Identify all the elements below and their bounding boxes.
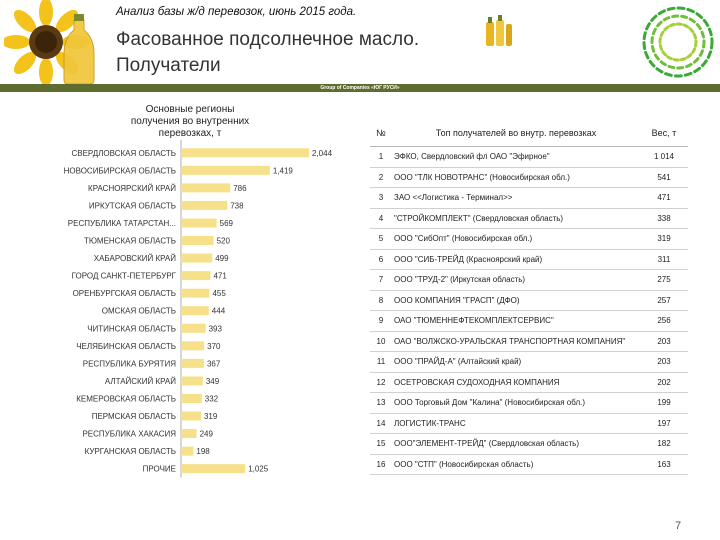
recipient-weight: 471 [640, 188, 688, 209]
category-label: ЧЕЛЯБИНСКАЯ ОБЛАСТЬ [76, 341, 176, 351]
recipient-name: ООО КОМПАНИЯ "ГРАСП" (ДФО) [392, 290, 640, 311]
category-label: ТЮМЕНСКАЯ ОБЛАСТЬ [83, 236, 176, 246]
recipient-weight: 182 [640, 434, 688, 455]
category-label: ПЕРМСКАЯ ОБЛАСТЬ [91, 412, 176, 422]
bar-value-label: 499 [215, 254, 229, 264]
recipient-name: ОАО "ВОЛЖСКО-УРАЛЬСКАЯ ТРАНСПОРТНАЯ КОМПАНИЯ" [392, 331, 640, 352]
table-row [370, 311, 688, 332]
bar [181, 447, 193, 456]
bar-value-label: 1,419 [272, 166, 293, 176]
top-recipients-table [370, 120, 688, 475]
bar [181, 236, 214, 245]
bar [181, 201, 227, 210]
bar-value-label: 370 [207, 341, 221, 351]
table-row [370, 229, 688, 250]
bar [181, 148, 309, 157]
header-num: № [370, 120, 392, 147]
recipient-weight: 199 [640, 393, 688, 414]
row-number: 12 [370, 372, 392, 393]
recipient-name: ООО "СИБ-ТРЕЙД (Красноярский край) [392, 249, 640, 270]
row-number: 13 [370, 393, 392, 414]
regions-bar-chart [0, 140, 360, 482]
table-row [370, 249, 688, 270]
recipient-weight: 256 [640, 311, 688, 332]
recipient-name: ОАО "ТЮМЕННЕФТЕКОМПЛЕКТСЕРВИС" [392, 311, 640, 332]
bar [181, 271, 210, 280]
table-row [370, 393, 688, 414]
recipient-weight: 202 [640, 372, 688, 393]
bar [181, 412, 201, 421]
company-ring-logo [640, 4, 716, 80]
category-label: ХАБАРОВСКИЙ КРАЙ [93, 254, 176, 264]
recipient-name: ООО"ЭЛЕМЕНТ-ТРЕЙД" (Свердловская область) [392, 434, 640, 455]
row-number: 1 [370, 147, 392, 168]
recipient-name: ООО "ПРАЙД-А" (Алтайский край) [392, 352, 640, 373]
row-number: 10 [370, 331, 392, 352]
category-label: КЕМЕРОВСКАЯ ОБЛАСТЬ [76, 394, 176, 404]
recipient-name: ООО "СибОпт" (Новосибирская обл.) [392, 229, 640, 250]
recipient-weight: 319 [640, 229, 688, 250]
recipient-name: ЭФКО, Свердловский фл ОАО "Эфирное" [392, 147, 640, 168]
table-row [370, 331, 688, 352]
bar [181, 359, 204, 368]
row-number: 11 [370, 352, 392, 373]
chart-title: Основные регионы получения во внутренних перевозках, т [130, 104, 250, 139]
recipient-weight: 203 [640, 352, 688, 373]
bar [181, 254, 212, 263]
table-row [370, 208, 688, 229]
table-row [370, 270, 688, 291]
table-header-row [370, 120, 688, 147]
category-label: АЛТАЙСКИЙ КРАЙ [104, 376, 176, 386]
bar-value-label: 738 [230, 201, 244, 211]
bar-value-label: 319 [203, 412, 218, 422]
bar [181, 183, 230, 192]
band-text: Group of Companies «ЮГ РУСИ» [320, 85, 400, 91]
bar [181, 166, 270, 175]
row-number: 6 [370, 249, 392, 270]
bar-value-label: 444 [211, 306, 226, 316]
category-label: ОРЕНБУРГСКАЯ ОБЛАСТЬ [72, 289, 176, 299]
row-number: 7 [370, 270, 392, 291]
header-weight: Вес, т [640, 120, 688, 147]
bar-value-label: 2,044 [312, 148, 333, 158]
sunflower-oil-logo [4, 0, 104, 86]
category-label: РЕСПУБЛИКА ТАТАРСТАН... [67, 218, 176, 228]
recipient-name: "СТРОЙКОМПЛЕКТ" (Свердловская область) [392, 208, 640, 229]
table-row [370, 147, 688, 168]
recipient-name: ООО Торговый Дом "Калина" (Новосибирская обл.) [392, 393, 640, 414]
bar [181, 324, 206, 333]
recipient-weight: 163 [640, 454, 688, 475]
bar-value-label: 520 [216, 236, 230, 246]
bar-value-label: 393 [208, 324, 222, 334]
recipient-name: ОСЕТРОВСКАЯ СУДОХОДНАЯ КОМПАНИЯ [392, 372, 640, 393]
table-row [370, 290, 688, 311]
recipient-weight: 541 [640, 167, 688, 188]
recipient-name: ЛОГИСТИК-ТРАНС [392, 413, 640, 434]
category-label: РЕСПУБЛИКА БУРЯТИЯ [82, 359, 176, 369]
category-label: РЕСПУБЛИКА ХАКАСИЯ [82, 429, 176, 439]
bar-value-label: 367 [206, 359, 221, 369]
row-number: 4 [370, 208, 392, 229]
bar-value-label: 349 [205, 376, 220, 386]
table-row [370, 352, 688, 373]
table-row [370, 372, 688, 393]
table-row [370, 454, 688, 475]
recipient-weight: 338 [640, 208, 688, 229]
bar-value-label: 249 [199, 429, 213, 439]
row-number: 15 [370, 434, 392, 455]
category-label: ЧИТИНСКАЯ ОБЛАСТЬ [87, 324, 176, 334]
page-number: 7 [675, 520, 682, 532]
recipient-weight: 275 [640, 270, 688, 291]
bar [181, 464, 245, 473]
recipient-name: ООО "ТЛК НОВОТРАНС" (Новосибирская обл.) [392, 167, 640, 188]
category-label: НОВОСИБИРСКАЯ ОБЛАСТЬ [63, 166, 176, 176]
table-row [370, 188, 688, 209]
recipient-name: ЗАО <<Логистика - Терминал>> [392, 188, 640, 209]
category-label: ГОРОД САНКТ-ПЕТЕРБУРГ [71, 271, 176, 281]
bar-value-label: 471 [213, 271, 227, 281]
page-title: Фасованное подсолнечное масло. [116, 29, 420, 50]
category-label: ОМСКАЯ ОБЛАСТЬ [101, 306, 176, 316]
row-number: 14 [370, 413, 392, 434]
category-label: КУРГАНСКАЯ ОБЛАСТЬ [84, 447, 176, 457]
category-label: ИРКУТСКАЯ ОБЛАСТЬ [88, 201, 176, 211]
row-number: 2 [370, 167, 392, 188]
bar-value-label: 198 [196, 447, 210, 457]
row-number: 3 [370, 188, 392, 209]
header-name: Топ получателей во внутр. перевозках [392, 120, 640, 147]
category-label: СВЕРДЛОВСКАЯ ОБЛАСТЬ [71, 148, 176, 158]
bar [181, 429, 197, 438]
category-label: КРАСНОЯРСКИЙ КРАЙ [88, 183, 176, 193]
recipient-weight: 203 [640, 331, 688, 352]
category-label: ПРОЧИЕ [142, 464, 176, 474]
report-header: Анализ базы ж/д перевозок, июнь 2015 года. [116, 6, 357, 18]
bar [181, 394, 202, 403]
bar [181, 341, 204, 350]
bar [181, 376, 203, 385]
bar [181, 218, 217, 227]
row-number: 9 [370, 311, 392, 332]
recipient-weight: 1 014 [640, 147, 688, 168]
oil-bottles-icon [484, 14, 514, 48]
row-number: 5 [370, 229, 392, 250]
recipient-name: ООО "СТП" (Новосибирская область) [392, 454, 640, 475]
recipient-name: ООО "ТРУД-2" (Иркутская область) [392, 270, 640, 291]
bar-value-label: 455 [212, 289, 226, 299]
bar [181, 289, 209, 298]
recipient-weight: 197 [640, 413, 688, 434]
bar-value-label: 569 [219, 218, 233, 228]
bar [181, 306, 209, 315]
row-number: 16 [370, 454, 392, 475]
bar-value-label: 332 [204, 394, 219, 404]
recipient-weight: 311 [640, 249, 688, 270]
bar-value-label: 786 [233, 183, 247, 193]
table-row [370, 434, 688, 455]
table-row [370, 413, 688, 434]
bar-value-label: 1,025 [248, 464, 269, 474]
page-subtitle: Получатели [116, 55, 221, 76]
table-row [370, 167, 688, 188]
recipient-weight: 257 [640, 290, 688, 311]
row-number: 8 [370, 290, 392, 311]
